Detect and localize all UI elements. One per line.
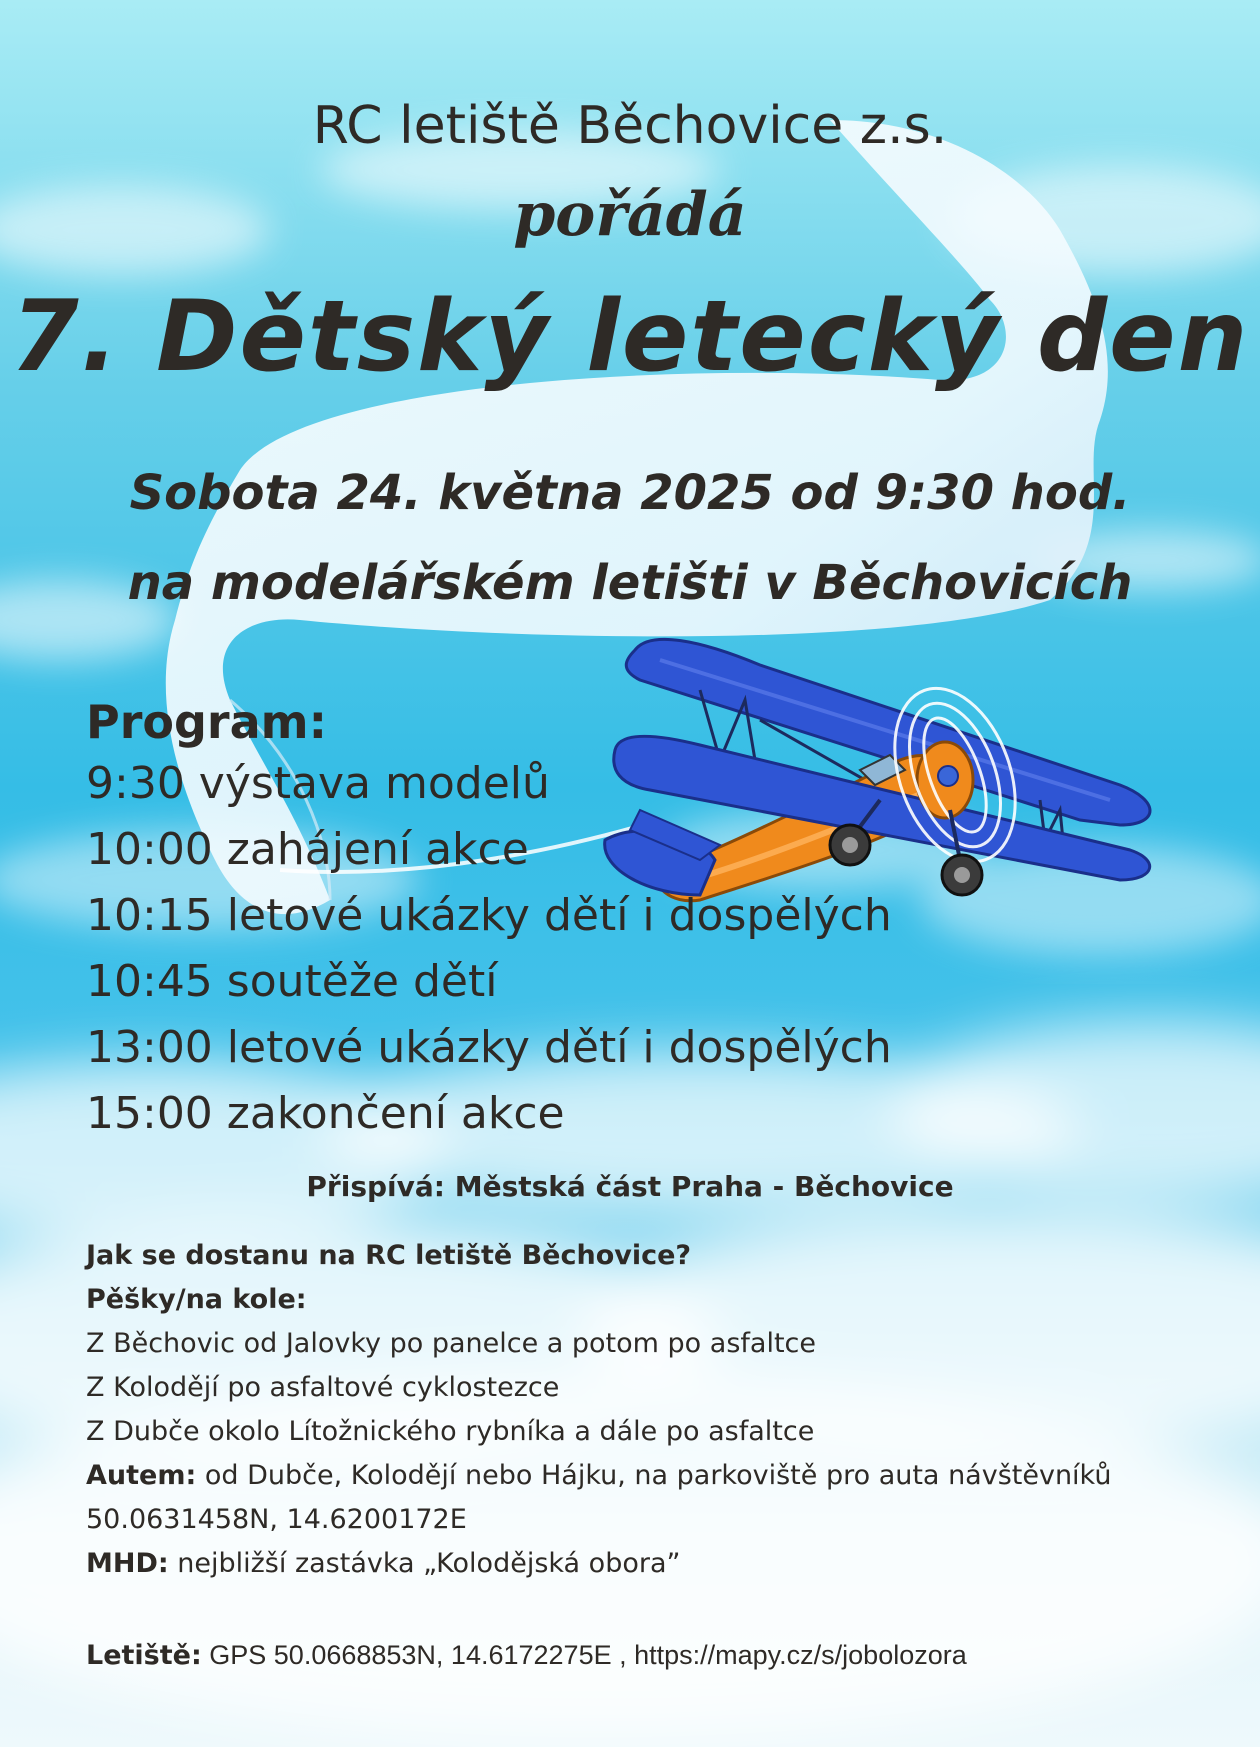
biplane-icon	[605, 639, 1150, 900]
car-coordinates: 50.0631458N, 14.6200172E	[86, 1504, 467, 1535]
airfield-label: Letiště:	[86, 1640, 202, 1671]
walk-heading: Pěšky/na kole:	[86, 1284, 307, 1315]
car-label: Autem:	[86, 1460, 197, 1491]
event-title: 7. Dětský letecký den	[10, 280, 1250, 394]
event-place: na modelářském letišti v Běchovicích	[127, 555, 1133, 611]
program-item: 10:45 soutěže dětí	[86, 956, 498, 1007]
program-item: 13:00 letové ukázky dětí i dospělých	[86, 1022, 892, 1073]
sponsor-note: Přispívá: Městská část Praha - Běchovice	[306, 1170, 954, 1203]
walk-route: Z Kolodějí po asfaltové cyklostezce	[86, 1372, 560, 1403]
organizer-name: RC letiště Běchovice z.s.	[312, 96, 948, 156]
mhd-directions	[86, 1548, 681, 1579]
program-item: 10:15 letové ukázky dětí i dospělých	[86, 890, 892, 941]
airfield-gps-link[interactable]: GPS 50.0668853N, 14.6172275E , https://mapy.cz/s/jobolozora	[201, 1640, 967, 1670]
directions-question: Jak se dostanu na RC letiště Běchovice?	[86, 1240, 692, 1271]
program-heading: Program:	[86, 695, 327, 749]
event-date: Sobota 24. května 2025 od 9:30 hod.	[129, 465, 1131, 521]
program-item: 9:30 výstava modelů	[86, 758, 550, 809]
car-directions	[86, 1460, 1111, 1491]
mhd-label: MHD:	[86, 1548, 169, 1579]
airfield-location	[86, 1640, 967, 1671]
car-text: od Dubče, Kolodějí nebo Hájku, na parkoviště pro auta návštěvníků	[196, 1460, 1112, 1491]
mhd-text: nejbližší zastávka „Kolodějská obora”	[168, 1548, 681, 1579]
program-item: 10:00 zahájení akce	[86, 824, 529, 875]
walk-route: Z Běchovic od Jalovky po panelce a potom po asfaltce	[86, 1328, 816, 1359]
presents-label: pořádá	[513, 180, 747, 250]
walk-route: Z Dubče okolo Lítožnického rybníka a dále po asfaltce	[86, 1416, 815, 1447]
program-item: 15:00 zakončení akce	[86, 1088, 565, 1139]
